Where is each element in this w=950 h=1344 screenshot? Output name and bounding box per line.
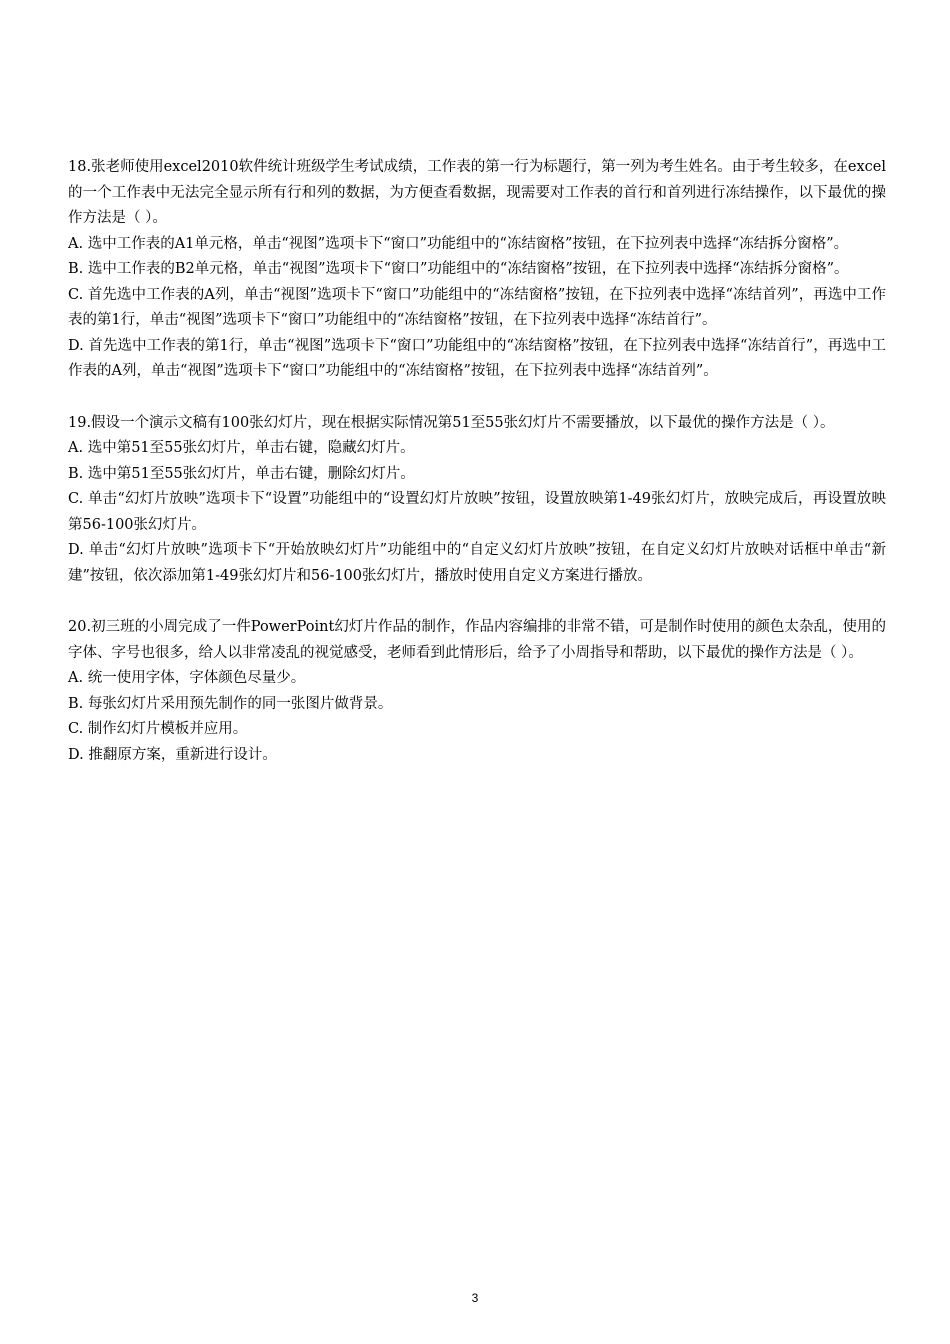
question-stem: 18.张老师使用excel2010软件统计班级学生考试成绩，工作表的第一行为标题行，第一列为考生姓名。由于考生较多，在excel的一个工作表中无法完全显示所有行和列的数据，为方便查看数据，现需要对工作表的首行和首列进行冻结操作，以下最优的操作方法是（ ）。 xyxy=(68,159,886,226)
page-number: 3 xyxy=(471,1291,479,1305)
option-c: C. 制作幻灯片模板并应用。 xyxy=(68,721,248,737)
option-a: A. 选中第51至55张幻灯片，单击右键，隐藏幻灯片。 xyxy=(68,440,415,456)
option-c: C. 单击“幻灯片放映”选项卡下“设置”功能组中的“设置幻灯片放映”按钮，设置放映第1-49张幻灯片，放映完成后，再设置放映第56-100张幻灯片。 xyxy=(68,491,886,533)
option-a: A. 统一使用字体，字体颜色尽量少。 xyxy=(68,670,306,686)
option-d: D. 首先选中工作表的第1行，单击“视图”选项卡下“窗口”功能组中的“冻结窗格”按钮，在下拉列表中选择“冻结首行”，再选中工作表的A列，单击“视图”选项卡下“窗口”功能组中的“冻结窗格”按钮，在下拉列表中选择“冻结首列”。 xyxy=(68,337,886,379)
question-stem: 20.初三班的小周完成了一件PowerPoint幻灯片作品的制作，作品内容编排的非常不错，可是制作时使用的颜色太杂乱，使用的字体、字号也很多，给人以非常凌乱的视觉感受，老师看到此情形后，给予了小周指导和帮助，以下最优的操作方法是（ ）。 xyxy=(68,619,886,661)
question-20 xyxy=(68,615,886,768)
option-c: C. 首先选中工作表的A列，单击“视图”选项卡下“窗口”功能组中的“冻结窗格”按钮，在下拉列表中选择“冻结首列”，再选中工作表的第1行，单击“视图”选项卡下“窗口”功能组中的“冻结窗格”按钮，在下拉列表中选择“冻结首行”。 xyxy=(68,286,886,328)
option-b: B. 选中第51至55张幻灯片，单击右键，删除幻灯片。 xyxy=(68,465,415,482)
option-d: D. 推翻原方案，重新进行设计。 xyxy=(68,746,277,763)
question-stem: 19.假设一个演示文稿有100张幻灯片，现在根据实际情况第51至55张幻灯片不需要播放，以下最优的操作方法是（ ）。 xyxy=(68,414,835,431)
option-d: D. 单击“幻灯片放映”选项卡下“开始放映幻灯片”功能组中的“自定义幻灯片放映”按钮，在自定义幻灯片放映对话框中单击“新建”按钮，依次添加第1-49张幻灯片和56-100张幻灯片，播放时使用自定义方案进行播放。 xyxy=(68,542,886,584)
option-a: A. 选中工作表的A1单元格，单击“视图”选项卡下“窗口”功能组中的“冻结窗格”按钮，在下拉列表中选择“冻结拆分窗格”。 xyxy=(68,235,849,252)
option-b: B. 选中工作表的B2单元格，单击“视图”选项卡下“窗口”功能组中的“冻结窗格”按钮，在下拉列表中选择“冻结拆分窗格”。 xyxy=(68,261,849,277)
document-page xyxy=(68,155,886,794)
option-b: B. 每张幻灯片采用预先制作的同一张图片做背景。 xyxy=(68,695,393,712)
question-18 xyxy=(68,155,886,385)
question-19 xyxy=(68,411,886,590)
